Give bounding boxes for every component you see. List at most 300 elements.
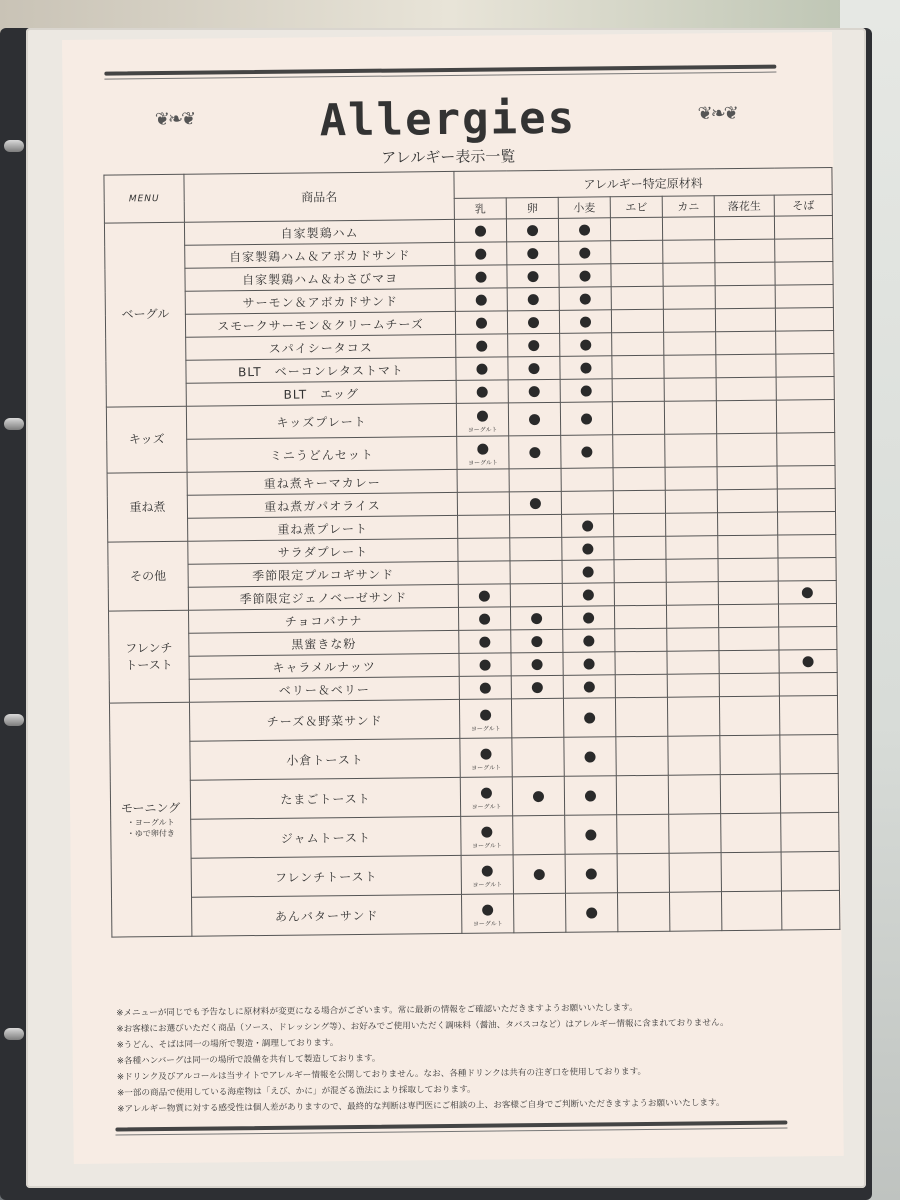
- category-sublabel: ・ヨーグルト ・ゆで卵付き: [126, 817, 175, 839]
- allergen-cell: [719, 627, 779, 651]
- contains-allergen-dot-icon: [479, 636, 490, 647]
- contains-allergen-dot-icon: [584, 712, 595, 723]
- product-name-cell: 自家製鶏ハム＆わさびマヨ: [185, 265, 455, 291]
- allergen-cell: [455, 265, 507, 289]
- contains-allergen-dot-icon: [476, 340, 487, 351]
- product-name-cell: BLT ベーコンレタストマト: [186, 357, 456, 383]
- category-cell: その他: [108, 541, 189, 611]
- allergen-cell: [715, 285, 775, 309]
- yogurt-note: ヨーグルト: [471, 763, 502, 772]
- allergen-cell: [563, 652, 615, 676]
- allergen-cell: [779, 695, 837, 735]
- allergen-cell: [561, 468, 613, 492]
- allergen-cell: [615, 674, 667, 698]
- contains-allergen-dot-icon: [533, 791, 544, 802]
- allergen-cell: [611, 309, 663, 333]
- product-name-cell: たまごトースト: [190, 777, 460, 819]
- allergen-cell: [459, 699, 511, 739]
- allergen-cell: [461, 855, 513, 895]
- allergen-cell: [778, 580, 836, 604]
- allergen-header: 小麦: [558, 197, 610, 219]
- allergen-cell: [777, 488, 835, 512]
- allergen-cell: [616, 736, 668, 776]
- allergen-cell: [460, 738, 512, 778]
- allergen-cell: [718, 512, 778, 536]
- allergen-cell: [667, 674, 719, 698]
- contains-allergen-dot-icon: [528, 317, 539, 328]
- contains-allergen-dot-icon: [583, 612, 594, 623]
- contains-allergen-dot-icon: [527, 271, 538, 282]
- allergen-cell: [564, 776, 616, 816]
- contains-allergen-dot-icon: [480, 659, 491, 670]
- contains-allergen-dot-icon: [585, 790, 596, 801]
- yogurt-note: ヨーグルト: [472, 841, 502, 850]
- contains-allergen-dot-icon: [475, 248, 486, 259]
- contains-allergen-dot-icon: [482, 904, 493, 915]
- contains-allergen-dot-icon: [475, 225, 486, 236]
- allergen-cell: [776, 399, 834, 433]
- allergen-cell: [507, 241, 559, 265]
- allergen-cell: [718, 581, 778, 605]
- category-cell: フレンチ トースト: [109, 610, 190, 703]
- vine-ornament-right-icon: ❦❧❦: [697, 102, 737, 125]
- contains-allergen-dot-icon: [528, 294, 539, 305]
- product-name-cell: キャラメルナッツ: [189, 653, 459, 679]
- allergen-header: エビ: [610, 196, 662, 218]
- allergen-cell: [458, 607, 510, 631]
- footnote-line: ※うどん、そばは同一の場所で製造・調理しております。: [116, 1038, 339, 1051]
- allergen-cell: [611, 286, 663, 310]
- contains-allergen-dot-icon: [585, 829, 596, 840]
- allergen-cell: [617, 814, 669, 854]
- allergen-cell: [511, 675, 563, 699]
- footnote-line: ※メニューが同じでも予告なしに原材料が変更になる場合がございます。常に最新の情報をご確認いただきますようお願いいたします。: [116, 1003, 638, 1019]
- allergen-cell: [561, 435, 613, 469]
- allergen-cell: [512, 737, 564, 777]
- allergen-cell: [612, 401, 664, 435]
- allergen-cell: [615, 651, 667, 675]
- allergen-cell: [781, 812, 839, 852]
- yogurt-note: ヨーグルト: [471, 802, 502, 811]
- allergen-cell: [720, 735, 780, 775]
- allergen-cell: [617, 892, 669, 932]
- footnote-line: ※各種ハンバーグは同一の場所で設備を共有して製造しております。: [116, 1053, 381, 1067]
- allergen-cell: [508, 333, 560, 357]
- contains-allergen-dot-icon: [580, 339, 591, 350]
- allergen-cell: [716, 354, 776, 378]
- allergen-cell: [614, 605, 666, 629]
- allergen-cell: [775, 238, 833, 262]
- allergen-cell: [666, 559, 718, 583]
- product-name-cell: BLT エッグ: [186, 380, 456, 406]
- allergen-cell: [509, 468, 561, 492]
- contains-allergen-dot-icon: [584, 751, 595, 762]
- allergen-cell: [777, 465, 835, 489]
- binder-ring: [4, 1028, 24, 1040]
- allergen-cell: [612, 355, 664, 379]
- allergen-cell: [457, 436, 509, 470]
- allergen-cell: [716, 331, 776, 355]
- allergen-cell: [510, 560, 562, 584]
- menu-column-header: MENU: [104, 174, 184, 223]
- allergen-cell: [507, 310, 559, 334]
- product-name-column-header: 商品名: [184, 171, 454, 222]
- allergen-cell: [559, 264, 611, 288]
- category-cell: キッズ: [106, 406, 187, 473]
- allergen-cell: [778, 534, 836, 558]
- allergy-table: [103, 167, 840, 938]
- footnote-line: ※一部の商品で使用している海産物は「えび、かに」が混ざる漁法により採取しております。: [117, 1084, 476, 1099]
- allergen-cell: [563, 675, 615, 699]
- allergen-cell: [562, 583, 614, 607]
- allergen-cell: [664, 401, 716, 435]
- product-name-cell: サラダプレート: [188, 538, 458, 564]
- allergy-sheet: [62, 32, 844, 1164]
- allergen-cell: [508, 402, 560, 436]
- allergen-cell: [614, 513, 666, 537]
- contains-allergen-dot-icon: [529, 414, 540, 425]
- contains-allergen-dot-icon: [584, 658, 595, 669]
- allergen-cell: [563, 629, 615, 653]
- allergen-cell: [718, 558, 778, 582]
- allergen-cell: [506, 218, 558, 242]
- allergen-cell: [719, 696, 779, 736]
- footnotes: [116, 998, 837, 1118]
- allergen-cell: [562, 606, 614, 630]
- allergen-cell: [666, 513, 718, 537]
- allergen-cell: [510, 537, 562, 561]
- contains-allergen-dot-icon: [584, 681, 595, 692]
- allergen-cell: [509, 435, 561, 469]
- product-name-cell: 季節限定ジェノベーゼサンド: [188, 584, 458, 610]
- allergen-cell: [668, 736, 720, 776]
- yogurt-note: ヨーグルト: [472, 919, 503, 928]
- contains-allergen-dot-icon: [476, 363, 487, 374]
- allergen-cell: [461, 816, 513, 856]
- contains-allergen-dot-icon: [528, 363, 539, 374]
- category-cell: ベーグル: [104, 222, 186, 407]
- product-name-cell: 黒蜜きな粉: [189, 630, 459, 656]
- contains-allergen-dot-icon: [529, 386, 540, 397]
- allergen-cell: [666, 605, 718, 629]
- allergen-header: カニ: [662, 196, 714, 218]
- contains-allergen-dot-icon: [477, 443, 488, 454]
- allergen-cell: [562, 514, 614, 538]
- contains-allergen-dot-icon: [527, 225, 538, 236]
- allergen-cell: [780, 773, 838, 813]
- allergen-cell: [720, 774, 780, 814]
- allergen-cell: [458, 538, 510, 562]
- yogurt-note: ヨーグルト: [470, 724, 501, 733]
- allergen-cell: [511, 629, 563, 653]
- allergen-cell: [721, 852, 781, 892]
- allergen-cell: [610, 217, 662, 241]
- allergen-cell: [614, 536, 666, 560]
- allergen-cell: [611, 263, 663, 287]
- contains-allergen-dot-icon: [586, 907, 597, 918]
- allergen-cell: [667, 697, 719, 737]
- allergen-cell: [669, 892, 721, 932]
- allergen-cell: [666, 536, 718, 560]
- contains-allergen-dot-icon: [481, 826, 492, 837]
- contains-allergen-dot-icon: [532, 659, 543, 670]
- contains-allergen-dot-icon: [803, 656, 814, 667]
- contains-allergen-dot-icon: [531, 636, 542, 647]
- allergen-cell: [454, 219, 506, 243]
- allergen-cell: [715, 262, 775, 286]
- contains-allergen-dot-icon: [583, 635, 594, 646]
- allergen-header: 卵: [506, 197, 558, 219]
- allergen-cell: [456, 334, 508, 358]
- allergen-cell: [559, 287, 611, 311]
- allergen-cell: [459, 630, 511, 654]
- allergen-cell: [560, 333, 612, 357]
- allergen-cell: [664, 355, 716, 379]
- product-name-cell: フレンチトースト: [191, 855, 461, 897]
- allergen-cell: [615, 697, 667, 737]
- contains-allergen-dot-icon: [586, 868, 597, 879]
- allergen-cell: [665, 434, 717, 468]
- allergen-cell: [508, 379, 560, 403]
- allergen-cell: [511, 652, 563, 676]
- allergen-cell: [717, 433, 777, 467]
- allergen-cell: [665, 467, 717, 491]
- contains-allergen-dot-icon: [581, 446, 592, 457]
- allergen-cell: [718, 535, 778, 559]
- category-cell: モーニング ・ヨーグルト ・ゆで卵付き: [109, 702, 191, 937]
- allergen-cell: [507, 287, 559, 311]
- contains-allergen-dot-icon: [475, 271, 486, 282]
- allergen-cell: [459, 676, 511, 700]
- allergen-cell: [714, 216, 774, 240]
- binder-ring: [4, 140, 24, 152]
- product-name-cell: チョコバナナ: [188, 607, 458, 633]
- allergen-cell: [781, 890, 839, 930]
- contains-allergen-dot-icon: [481, 787, 492, 798]
- contains-allergen-dot-icon: [581, 413, 592, 424]
- allergen-cell: [560, 356, 612, 380]
- allergen-header: そば: [774, 194, 832, 216]
- contains-allergen-dot-icon: [534, 869, 545, 880]
- allergen-cell: [774, 215, 832, 239]
- allergen-cell: [719, 650, 779, 674]
- footnote-line: ※ドリンク及びアルコールは当サイトでアレルギー情報を公開しておりません。なお、各種ドリンクは共有の注ぎ口を使用しております。: [116, 1066, 647, 1083]
- allergen-cell: [458, 584, 510, 608]
- allergen-cell: [779, 672, 837, 696]
- allergen-cell: [612, 332, 664, 356]
- contains-allergen-dot-icon: [579, 247, 590, 258]
- contains-allergen-dot-icon: [476, 294, 487, 305]
- allergen-cell: [510, 514, 562, 538]
- allergen-cell: [561, 491, 613, 515]
- allergen-cell: [666, 582, 718, 606]
- allergen-cell: [558, 218, 610, 242]
- allergen-cell: [665, 490, 717, 514]
- allergen-cell: [559, 310, 611, 334]
- allergen-cell: [667, 628, 719, 652]
- allergen-cell: [612, 378, 664, 402]
- contains-allergen-dot-icon: [802, 587, 813, 598]
- allergen-cell: [613, 490, 665, 514]
- allergen-cell: [510, 606, 562, 630]
- allergen-cell: [778, 603, 836, 627]
- allergen-cell: [775, 307, 833, 331]
- product-name-cell: あんバターサンド: [192, 894, 462, 936]
- allergen-cell: [455, 288, 507, 312]
- contains-allergen-dot-icon: [480, 748, 491, 759]
- allergen-cell: [716, 377, 776, 401]
- allergen-cell: [664, 378, 716, 402]
- product-name-cell: スモークサーモン＆クリームチーズ: [185, 311, 455, 337]
- yogurt-note: ヨーグルト: [467, 425, 498, 434]
- allergen-cell: [718, 604, 778, 628]
- allergen-cell: [716, 400, 776, 434]
- allergen-cell: [669, 853, 721, 893]
- contains-allergen-dot-icon: [583, 589, 594, 600]
- allergen-cell: [717, 489, 777, 513]
- contains-allergen-dot-icon: [477, 410, 488, 421]
- footnote-line: ※アレルギー物質に対する感受性は個人差がありますので、最終的な判断は専門医にご相談の上、お客様ご自身でご判断いただきますようお願いいたします。: [117, 1098, 725, 1115]
- contains-allergen-dot-icon: [580, 362, 591, 373]
- allergen-cell: [781, 851, 839, 891]
- contains-allergen-dot-icon: [580, 293, 591, 304]
- product-name-cell: キッズプレート: [186, 403, 456, 439]
- product-name-cell: スパイシータコス: [186, 334, 456, 360]
- contains-allergen-dot-icon: [479, 590, 490, 601]
- allergen-cell: [616, 775, 668, 815]
- allergen-cell: [458, 515, 510, 539]
- allergen-cell: [455, 242, 507, 266]
- allergen-cell: [777, 432, 835, 466]
- allergen-cell: [668, 775, 720, 815]
- allergen-cell: [565, 815, 617, 855]
- allergen-cell: [663, 286, 715, 310]
- allergen-cell: [719, 673, 779, 697]
- contains-allergen-dot-icon: [582, 520, 593, 531]
- product-name-cell: ベリー＆ベリー: [189, 676, 459, 702]
- allergen-cell: [615, 628, 667, 652]
- vine-ornament-left-icon: ❦❧❦: [154, 108, 195, 131]
- product-name-cell: 重ね煮キーマカレー: [187, 469, 457, 495]
- allergen-cell: [457, 492, 509, 516]
- contains-allergen-dot-icon: [479, 613, 490, 624]
- allergen-cell: [779, 649, 837, 673]
- allergen-cell: [458, 561, 510, 585]
- allergen-cell: [613, 467, 665, 491]
- allergen-cell: [565, 854, 617, 894]
- allergen-header: 落花生: [714, 195, 774, 217]
- yogurt-note: ヨーグルト: [472, 880, 503, 889]
- bottom-rule: [115, 1120, 787, 1131]
- allergen-cell: [563, 698, 615, 738]
- contains-allergen-dot-icon: [583, 566, 594, 577]
- allergen-cell: [456, 403, 508, 437]
- allergen-cell: [721, 813, 781, 853]
- allergen-cell: [460, 777, 512, 817]
- contains-allergen-dot-icon: [530, 498, 541, 509]
- allergen-cell: [560, 402, 612, 436]
- product-name-cell: 重ね煮ガパオライス: [187, 492, 457, 518]
- allergen-cell: [510, 583, 562, 607]
- product-name-cell: 重ね煮プレート: [188, 515, 458, 541]
- allergen-cell: [715, 239, 775, 263]
- allergen-cell: [509, 491, 561, 515]
- allergen-cell: [513, 854, 565, 894]
- contains-allergen-dot-icon: [480, 709, 491, 720]
- allergen-cell: [721, 891, 781, 931]
- allergen-group-header: アレルギー特定原材料: [454, 167, 832, 198]
- allergen-cell: [776, 376, 834, 400]
- allergen-cell: [565, 893, 617, 933]
- allergen-cell: [663, 263, 715, 287]
- allergen-cell: [664, 332, 716, 356]
- allergen-cell: [775, 261, 833, 285]
- allergen-cell: [614, 582, 666, 606]
- allergen-cell: [507, 264, 559, 288]
- contains-allergen-dot-icon: [582, 543, 593, 554]
- allergen-cell: [512, 776, 564, 816]
- contains-allergen-dot-icon: [579, 270, 590, 281]
- allergen-cell: [461, 894, 513, 934]
- allergen-cell: [667, 651, 719, 675]
- contains-allergen-dot-icon: [532, 682, 543, 693]
- allergen-cell: [775, 284, 833, 308]
- contains-allergen-dot-icon: [528, 340, 539, 351]
- binder-ring: [4, 418, 24, 430]
- product-name-cell: チーズ＆野菜サンド: [189, 699, 459, 741]
- table-row: [112, 890, 840, 937]
- contains-allergen-dot-icon: [527, 248, 538, 259]
- page-title: Allergies: [319, 92, 577, 147]
- allergen-cell: [614, 559, 666, 583]
- allergen-cell: [776, 330, 834, 354]
- allergen-cell: [663, 240, 715, 264]
- product-name-cell: サーモン＆アボカドサンド: [185, 288, 455, 314]
- allergen-cell: [559, 241, 611, 265]
- allergen-cell: [562, 560, 614, 584]
- contains-allergen-dot-icon: [581, 385, 592, 396]
- allergen-cell: [513, 815, 565, 855]
- allergen-cell: [780, 734, 838, 774]
- contains-allergen-dot-icon: [482, 865, 493, 876]
- product-name-cell: 季節限定プルコギサンド: [188, 561, 458, 587]
- contains-allergen-dot-icon: [579, 224, 590, 235]
- contains-allergen-dot-icon: [531, 613, 542, 624]
- yogurt-note: ヨーグルト: [468, 458, 498, 467]
- allergen-cell: [663, 309, 715, 333]
- allergen-cell: [456, 357, 508, 381]
- allergen-cell: [611, 240, 663, 264]
- allergen-cell: [562, 537, 614, 561]
- allergen-cell: [508, 356, 560, 380]
- category-cell: 重ね煮: [107, 472, 188, 542]
- allergen-cell: [456, 380, 508, 404]
- allergen-cell: [669, 814, 721, 854]
- allergen-cell: [779, 626, 837, 650]
- allergen-cell: [776, 353, 834, 377]
- allergen-cell: [662, 217, 714, 241]
- contains-allergen-dot-icon: [476, 317, 487, 328]
- allergen-cell: [778, 511, 836, 535]
- binder-ring: [4, 714, 24, 726]
- allergen-cell: [457, 469, 509, 493]
- contains-allergen-dot-icon: [480, 682, 491, 693]
- contains-allergen-dot-icon: [529, 447, 540, 458]
- allergen-cell: [717, 466, 777, 490]
- allergen-cell: [715, 308, 775, 332]
- allergen-cell: [617, 853, 669, 893]
- contains-allergen-dot-icon: [580, 316, 591, 327]
